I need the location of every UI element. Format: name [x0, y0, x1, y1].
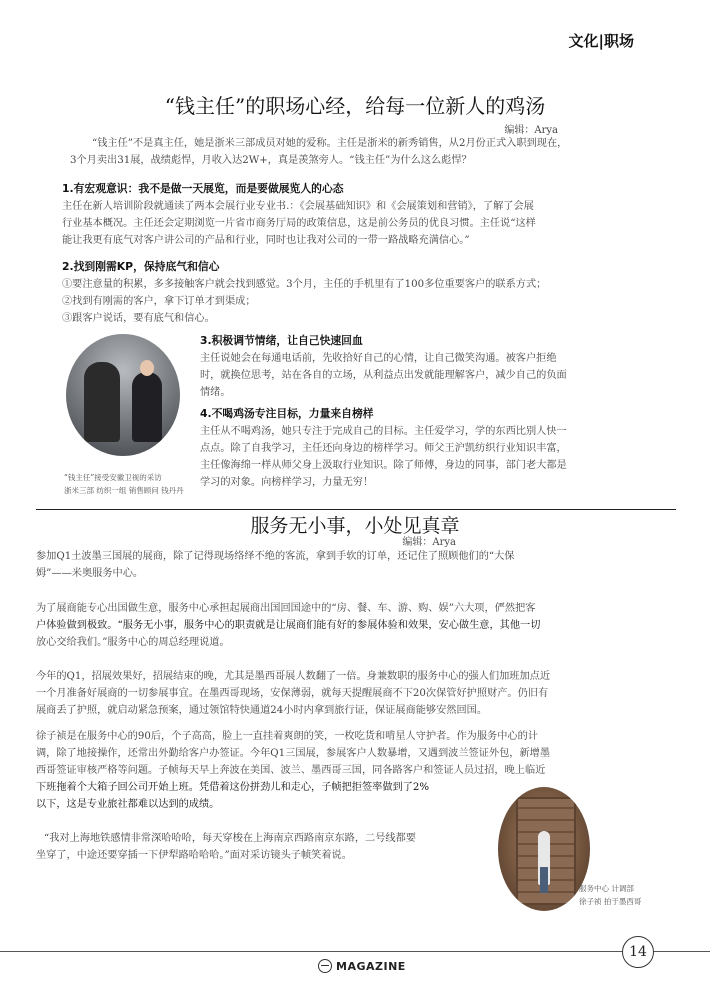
- intro-line: “钱主任”不是真主任，她是浙米三部成员对她的爱称。主任是浙米的新秀销售，从2月份正式入职到现在，: [92, 138, 568, 149]
- photo-caption: “钱主任”接受安徽卫视的采访: [64, 473, 162, 482]
- body-line: ③跟客户说话，要有底气和信心。: [62, 313, 215, 324]
- body-line: 放心交给我们。”服务中心的周总经理说道。: [36, 637, 230, 648]
- section-heading: 4.不喝鸡汤专注目标，力量来自榜样: [200, 407, 374, 420]
- section-label: 文化|职场: [568, 32, 634, 50]
- body-line: 参加Q1土波墨三国展的展商，除了记得现场络绎不绝的客流，拿到手软的订单，还记住了照顾他们的“大保: [36, 551, 515, 562]
- cameraman-figure: [84, 362, 120, 442]
- body-line: 主任像海绵一样从师父身上汲取行业知识。除了师傅，身边的同事，部门老大都是: [200, 460, 567, 471]
- section-4: [200, 405, 645, 491]
- article-title: “钱主任”的职场心经，给每一位新人的鸡汤: [164, 94, 546, 118]
- body-line: 情绪。: [200, 387, 231, 398]
- paragraph-4: [36, 728, 676, 813]
- body-line: 户体验做到极致。“服务无小事，服务中心的职责就是让展商们能有好的参展体验和效果，安心做生意，其他一切: [36, 620, 541, 631]
- body-line: 下班拖着个大箱子回公司开始上班。凭借着这份拼劲儿和走心，子帧把拒签率做到了2%: [36, 782, 430, 793]
- person-legs: [540, 867, 548, 893]
- intro-line: 3个月卖出31展，战绩彪悍，月收入达2W+，真是羡煞旁人。“钱主任”为什么这么彪悍？: [70, 155, 472, 166]
- globe-icon: [318, 959, 332, 973]
- staff-photo: [498, 787, 590, 911]
- article-title: 服务无小事，小处见真章: [250, 515, 460, 537]
- article-intro: [62, 135, 640, 169]
- logo-text: MAGAZINE: [336, 959, 406, 973]
- quote-paragraph: [36, 830, 496, 864]
- interview-photo: [66, 334, 180, 456]
- section-heading: 3.积极调节情绪，让自己快速回血: [200, 334, 363, 347]
- page-number: 14: [622, 936, 654, 968]
- magazine-logo: [318, 959, 406, 973]
- body-line: 姆”——米奥服务中心。: [36, 568, 144, 579]
- body-line: 一个月准备好展商的一切参展事宜。在墨西哥现场，安保薄弱，就每天提醒展商不下20次保管好护照财产。仍旧有: [36, 688, 549, 699]
- body-line: 点点。除了自我学习，主任还向身边的榜样学习。师父王沪凯纺织行业知识丰富，: [200, 443, 567, 454]
- body-line: 徐子祯是在服务中心的90后，个子高高，脸上一直挂着爽朗的笑，一枚吃货和啃星人守护者。作为服务中心的计: [36, 731, 538, 742]
- body-line: 学习的对象。向榜样学习，力量无穷！: [200, 477, 374, 488]
- body-line: 主任说她会在每通电话前，先收拾好自己的心情，让自己微笑沟通。被客户拒绝: [200, 353, 557, 364]
- body-line: 展商丢了护照，就启动紧急预案，通过领馆特快通道24小时内拿到旅行证，保证展商能够安然回国。: [36, 705, 488, 716]
- paragraph-3: [36, 668, 676, 719]
- quote-line: 坐穿了，中途还要穿插一下伊犁路哈哈哈。”面对采访镜头子帧笑着说。: [36, 850, 352, 861]
- body-line: 为了展商能专心出国做生意，服务中心承担起展商出国回国途中的“房、餐、车、游、购、娱”六大项，俨然把客: [36, 603, 536, 614]
- face-shape: [140, 360, 154, 376]
- interviewee-figure: [132, 372, 162, 442]
- body-line: 能让我更有底气对客户讲公司的产品和行业，同时也让我对公司的一带一路战略充满信心。”: [62, 235, 470, 246]
- section-1: [62, 180, 640, 249]
- body-line: 主任从不喝鸡汤，她只专注于完成自己的目标。主任爱学习，学的东西比别人快一: [200, 426, 567, 437]
- body-line: 主任在新人培训阶段就通读了两本会展行业专业书.：《会展基础知识》和《会展策划和营销》，了解了会展: [62, 201, 534, 212]
- photo-caption: 服务中心 计调部: [579, 884, 634, 893]
- section-3: [200, 332, 645, 401]
- body-line: 时，就换位思考，站在各自的立场，从利益点出发就能理解客户，减少自己的负面: [200, 370, 567, 381]
- body-line: ①要注意量的积累，多多接触客户就会找到感觉。3个月，主任的手机里有了100多位重要客户的联系方式；: [62, 279, 547, 290]
- section-divider: [36, 509, 676, 510]
- photo-caption: 浙米三部 纺织一组 销售顾问 钱丹丹: [64, 486, 184, 495]
- editor-credit: 编辑：Arya: [504, 125, 558, 136]
- section-2: [62, 258, 640, 327]
- photo-caption: 徐子祯 拍于墨西哥: [579, 897, 642, 906]
- body-line: 今年的Q1，招展效果好，招展结束的晚，尤其是墨西哥展人数翻了一倍。身兼数职的服务中心的强人们加班加点近: [36, 671, 551, 682]
- section-heading: 2.找到刚需KP，保持底气和信心: [62, 260, 220, 273]
- paragraph-1: [36, 548, 676, 582]
- quote-line: “我对上海地铁感情非常深哈哈哈，每天穿梭在上海南京西路南京东路，二号线都要: [44, 833, 416, 844]
- body-line: 行业基本概况。主任还会定期浏览一片省市商务厅局的政策信息，这是前公务员的优良习惯。主任说“这样: [62, 218, 536, 229]
- body-line: ②找到有刚需的客户，拿下订单才到渠成；: [62, 296, 256, 307]
- editor-credit: 编辑：Arya: [402, 537, 456, 548]
- body-line: 调，除了地接操作，还常出外勤给客户办签证。今年Q1三国展，参展客户人数暴增，又遇到波兰签证外包，新增墨: [36, 748, 551, 759]
- body-line: 西哥签证审核严格等问题。子帧每天早上奔波在美国、波兰、墨西哥三国，同各路客户和签证人员过招，晚上临近: [36, 765, 546, 776]
- body-line: 以下，这是专业旅社都难以达到的成绩。: [36, 799, 220, 810]
- paragraph-2: [36, 600, 676, 651]
- section-heading: 1.有宏观意识：我不是做一天展览，而是要做展览人的心态: [62, 182, 344, 195]
- footer-rule: [0, 951, 710, 952]
